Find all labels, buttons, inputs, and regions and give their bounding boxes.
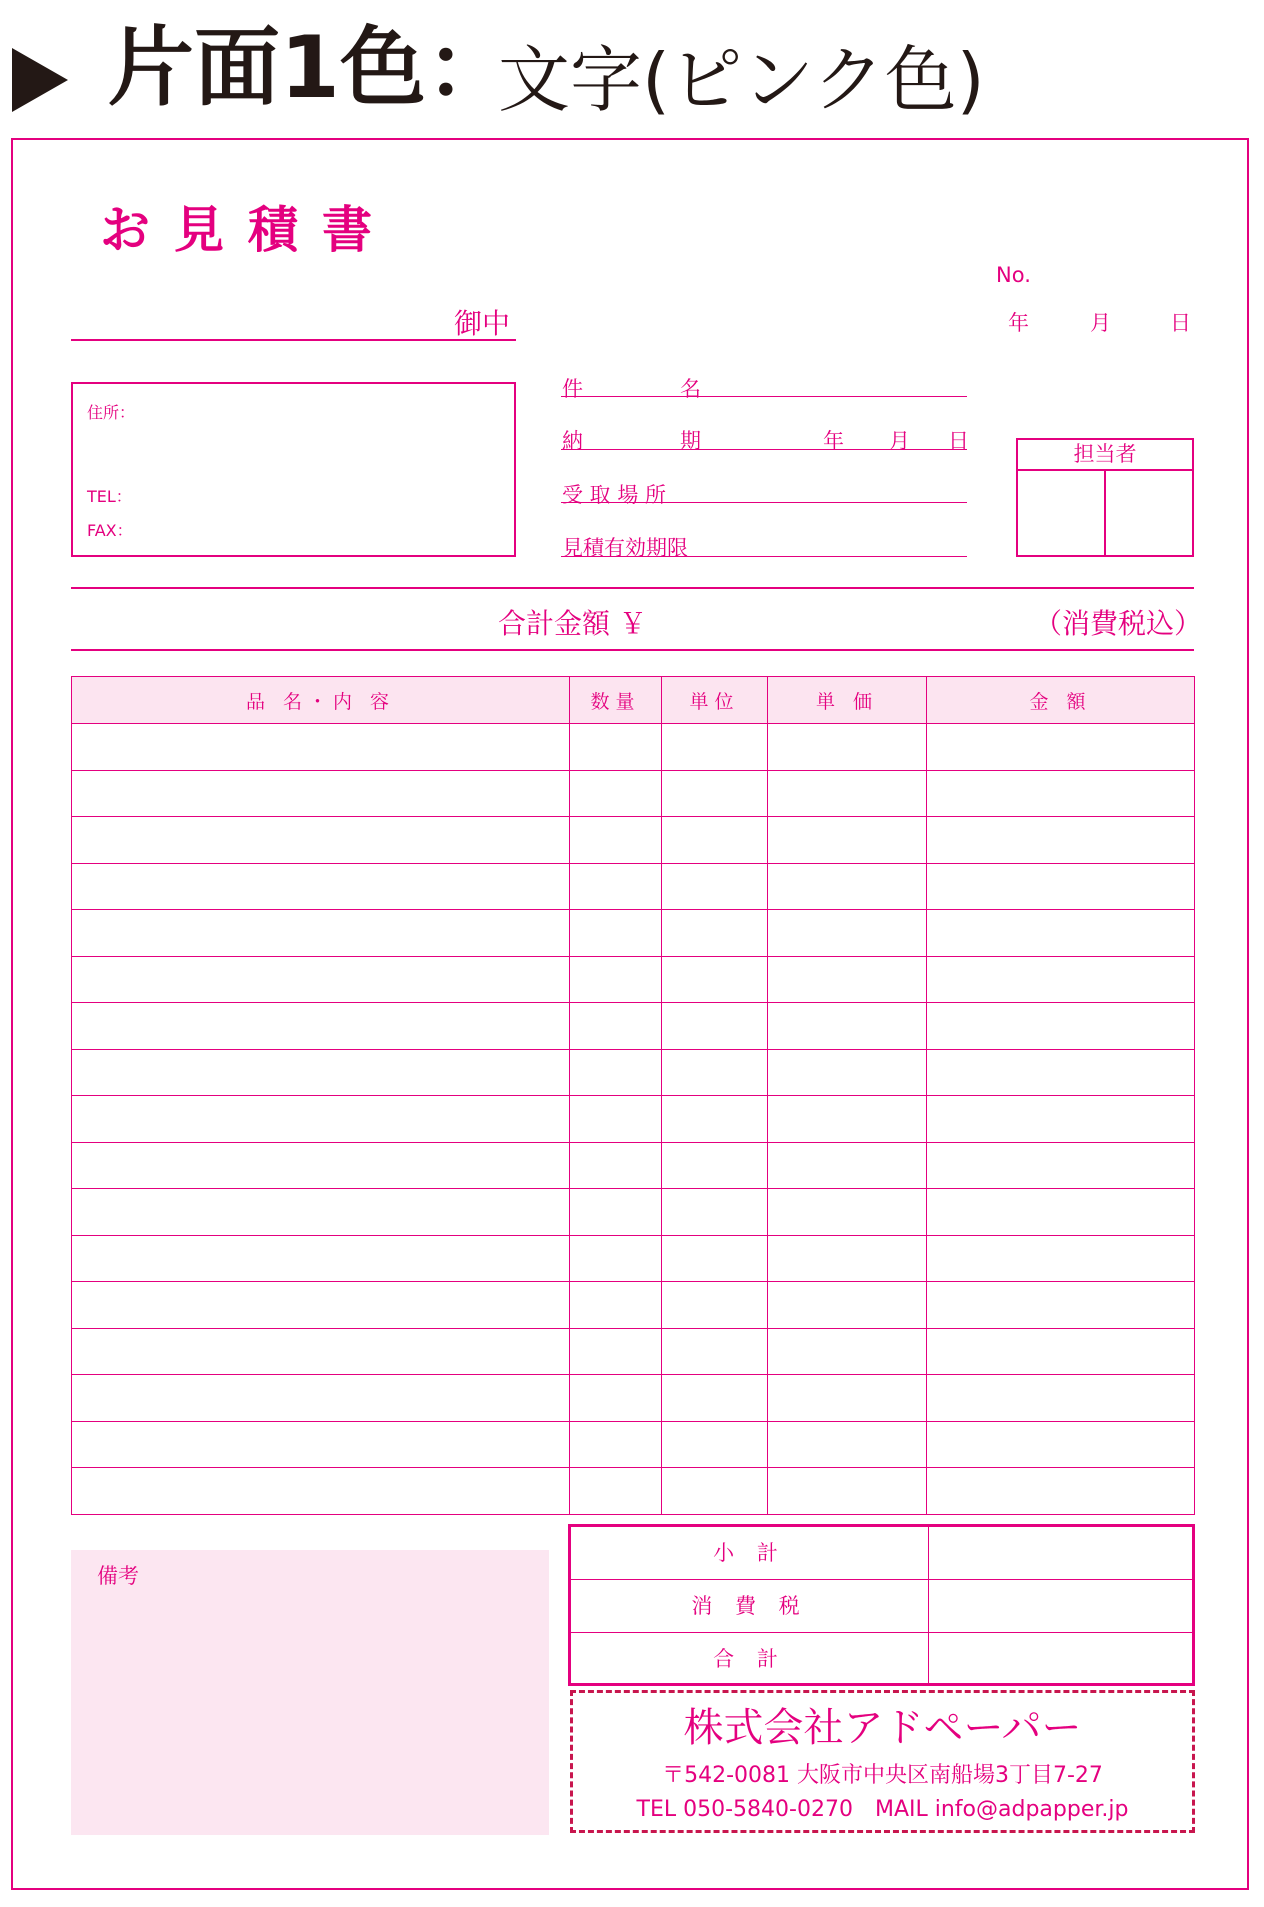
cell-item[interactable] bbox=[72, 724, 570, 771]
cell-qty[interactable] bbox=[570, 1235, 662, 1282]
cell-amount[interactable] bbox=[927, 1235, 1195, 1282]
table-header-row bbox=[72, 677, 1195, 724]
cell-unit[interactable] bbox=[662, 1003, 768, 1050]
cell-qty[interactable] bbox=[570, 1421, 662, 1468]
cell-unit[interactable] bbox=[662, 1189, 768, 1236]
table-row bbox=[72, 1421, 1195, 1468]
cell-unit[interactable] bbox=[662, 1235, 768, 1282]
nouki-line[interactable] bbox=[561, 449, 967, 450]
yuko-line[interactable] bbox=[561, 556, 967, 557]
cell-item[interactable] bbox=[72, 1235, 570, 1282]
cell-qty[interactable] bbox=[570, 770, 662, 817]
cell-item[interactable] bbox=[72, 770, 570, 817]
cell-price[interactable] bbox=[768, 1421, 927, 1468]
tax-row bbox=[571, 1579, 1192, 1632]
cell-amount[interactable] bbox=[927, 1282, 1195, 1329]
table-row bbox=[72, 770, 1195, 817]
company-contact: TEL 050-5840-0270 MAIL info@adpapper.jp bbox=[636, 1797, 1129, 1822]
cell-unit[interactable] bbox=[662, 817, 768, 864]
cell-price[interactable] bbox=[768, 956, 927, 1003]
heading-sub: 文字(ピンク色) bbox=[498, 38, 985, 122]
cell-qty[interactable] bbox=[570, 1282, 662, 1329]
subtotal-label: 小 計 bbox=[713, 1541, 786, 1565]
cell-price[interactable] bbox=[768, 1282, 927, 1329]
cell-amount[interactable] bbox=[927, 1189, 1195, 1236]
uketori-label: 受 取 場 所 bbox=[562, 483, 667, 507]
table-row bbox=[72, 1235, 1195, 1282]
cell-unit[interactable] bbox=[662, 724, 768, 771]
kenmei-label-b: 名 bbox=[680, 377, 701, 401]
recipient-line[interactable] bbox=[71, 339, 516, 341]
total-top-line bbox=[71, 587, 1194, 589]
table-row bbox=[72, 863, 1195, 910]
tax-included-label: （消費税込） bbox=[1034, 607, 1203, 640]
date-year: 年 bbox=[1008, 311, 1029, 335]
heading-main: 片面1色： bbox=[108, 18, 512, 118]
cell-qty[interactable] bbox=[570, 1375, 662, 1422]
cell-item[interactable] bbox=[72, 863, 570, 910]
cell-item[interactable] bbox=[72, 1142, 570, 1189]
cell-price[interactable] bbox=[768, 1328, 927, 1375]
cell-amount[interactable] bbox=[927, 1468, 1195, 1515]
cell-qty[interactable] bbox=[570, 956, 662, 1003]
no-label: No. bbox=[996, 263, 1031, 287]
cell-amount[interactable] bbox=[927, 1421, 1195, 1468]
cell-price[interactable] bbox=[768, 1189, 927, 1236]
cell-price[interactable] bbox=[768, 1235, 927, 1282]
address-box[interactable] bbox=[71, 382, 516, 557]
cell-price[interactable] bbox=[768, 910, 927, 957]
yuko-label: 見積有効期限 bbox=[562, 536, 688, 560]
cell-item[interactable] bbox=[72, 1328, 570, 1375]
cell-qty[interactable] bbox=[570, 1096, 662, 1143]
table-row bbox=[72, 1328, 1195, 1375]
cell-item[interactable] bbox=[72, 1096, 570, 1143]
form-title: お見積書 bbox=[100, 201, 396, 259]
cell-item[interactable] bbox=[72, 1421, 570, 1468]
cell-unit[interactable] bbox=[662, 863, 768, 910]
cell-unit[interactable] bbox=[662, 1142, 768, 1189]
table-row bbox=[72, 1189, 1195, 1236]
cell-unit[interactable] bbox=[662, 910, 768, 957]
cell-item[interactable] bbox=[72, 817, 570, 864]
grand-total-row bbox=[571, 1632, 1192, 1685]
cell-unit[interactable] bbox=[662, 1468, 768, 1515]
table-row bbox=[72, 1142, 1195, 1189]
cell-unit[interactable] bbox=[662, 1049, 768, 1096]
cell-unit[interactable] bbox=[662, 1282, 768, 1329]
total-amount-label: 合計金額 ￥ bbox=[498, 607, 647, 640]
cell-qty[interactable] bbox=[570, 724, 662, 771]
cell-qty[interactable] bbox=[570, 1468, 662, 1515]
play-triangle-icon bbox=[12, 48, 68, 112]
table-row bbox=[72, 1468, 1195, 1515]
company-box bbox=[570, 1690, 1195, 1833]
table-row bbox=[72, 1282, 1195, 1329]
nouki-day: 日 bbox=[948, 429, 969, 453]
cell-unit[interactable] bbox=[662, 1328, 768, 1375]
totals-divider bbox=[928, 1527, 929, 1683]
cell-item[interactable] bbox=[72, 1468, 570, 1515]
cell-amount[interactable] bbox=[927, 1328, 1195, 1375]
table-row bbox=[72, 1003, 1195, 1050]
cell-price[interactable] bbox=[768, 1375, 927, 1422]
cell-qty[interactable] bbox=[570, 817, 662, 864]
cell-price[interactable] bbox=[768, 1049, 927, 1096]
nouki-label-a: 納 bbox=[562, 429, 583, 453]
cell-item[interactable] bbox=[72, 910, 570, 957]
table-row bbox=[72, 1375, 1195, 1422]
cell-qty[interactable] bbox=[570, 1189, 662, 1236]
cell-amount[interactable] bbox=[927, 1142, 1195, 1189]
cell-amount[interactable] bbox=[927, 1049, 1195, 1096]
notes-label: 備考 bbox=[97, 1564, 139, 1588]
kenmei-label-a: 件 bbox=[562, 377, 583, 401]
cell-amount[interactable] bbox=[927, 724, 1195, 771]
totals-box bbox=[568, 1524, 1195, 1686]
table-row bbox=[72, 724, 1195, 771]
company-address: 〒542-0081 大阪市中央区南船場3丁目7-27 bbox=[662, 1763, 1103, 1788]
cell-item[interactable] bbox=[72, 956, 570, 1003]
cell-qty[interactable] bbox=[570, 863, 662, 910]
cell-qty[interactable] bbox=[570, 1049, 662, 1096]
cell-price[interactable] bbox=[768, 1003, 927, 1050]
uketori-line[interactable] bbox=[561, 502, 967, 503]
cell-item[interactable] bbox=[72, 1049, 570, 1096]
total-bottom-line bbox=[71, 649, 1194, 651]
subtotal-row bbox=[571, 1527, 1192, 1579]
tax-label: 消 費 税 bbox=[691, 1594, 808, 1618]
cell-amount[interactable] bbox=[927, 863, 1195, 910]
cell-price[interactable] bbox=[768, 770, 927, 817]
items-body bbox=[72, 724, 1195, 1515]
cell-amount[interactable] bbox=[927, 1096, 1195, 1143]
grand-total-label: 合 計 bbox=[713, 1647, 786, 1671]
cell-unit[interactable] bbox=[662, 1096, 768, 1143]
col-item: 品 名・内 容 bbox=[72, 677, 570, 724]
kenmei-line[interactable] bbox=[561, 396, 967, 397]
cell-item[interactable] bbox=[72, 1375, 570, 1422]
cell-unit[interactable] bbox=[662, 1421, 768, 1468]
col-amount: 金 額 bbox=[927, 677, 1195, 724]
cell-item[interactable] bbox=[72, 1003, 570, 1050]
cell-price[interactable] bbox=[768, 724, 927, 771]
cell-amount[interactable] bbox=[927, 910, 1195, 957]
col-qty: 数量 bbox=[570, 677, 662, 724]
cell-qty[interactable] bbox=[570, 1003, 662, 1050]
staff-box[interactable] bbox=[1016, 438, 1194, 557]
cell-amount[interactable] bbox=[927, 1003, 1195, 1050]
tel-label: TEL： bbox=[87, 487, 132, 506]
cell-price[interactable] bbox=[768, 863, 927, 910]
staff-divider bbox=[1104, 469, 1106, 557]
cell-item[interactable] bbox=[72, 1282, 570, 1329]
cell-price[interactable] bbox=[768, 1468, 927, 1515]
onchu-label: 御中 bbox=[454, 307, 511, 340]
date-day: 日 bbox=[1170, 311, 1191, 335]
cell-price[interactable] bbox=[768, 817, 927, 864]
cell-qty[interactable] bbox=[570, 1142, 662, 1189]
cell-price[interactable] bbox=[768, 1096, 927, 1143]
cell-unit[interactable] bbox=[662, 956, 768, 1003]
col-price: 単 価 bbox=[768, 677, 927, 724]
cell-amount[interactable] bbox=[927, 956, 1195, 1003]
cell-amount[interactable] bbox=[927, 1375, 1195, 1422]
col-unit: 単位 bbox=[662, 677, 768, 724]
fax-label: FAX： bbox=[87, 521, 133, 540]
cell-amount[interactable] bbox=[927, 817, 1195, 864]
cell-item[interactable] bbox=[72, 1189, 570, 1236]
date-month: 月 bbox=[1090, 311, 1111, 335]
staff-label: 担当者 bbox=[1018, 440, 1192, 471]
nouki-label-b: 期 bbox=[680, 429, 701, 453]
cell-price[interactable] bbox=[768, 1142, 927, 1189]
nouki-month: 月 bbox=[889, 429, 910, 453]
cell-qty[interactable] bbox=[570, 910, 662, 957]
cell-amount[interactable] bbox=[927, 770, 1195, 817]
address-label: 住所： bbox=[87, 403, 136, 422]
notes-area[interactable] bbox=[71, 1550, 549, 1835]
table-row bbox=[72, 1049, 1195, 1096]
table-row bbox=[72, 956, 1195, 1003]
table-row bbox=[72, 1096, 1195, 1143]
company-name: 株式会社アドペーパー bbox=[683, 1705, 1082, 1751]
table-row bbox=[72, 910, 1195, 957]
cell-qty[interactable] bbox=[570, 1328, 662, 1375]
cell-unit[interactable] bbox=[662, 1375, 768, 1422]
cell-unit[interactable] bbox=[662, 770, 768, 817]
page-heading bbox=[0, 0, 1264, 135]
table-row bbox=[72, 817, 1195, 864]
nouki-year: 年 bbox=[823, 429, 844, 453]
items-table bbox=[71, 676, 1195, 1515]
